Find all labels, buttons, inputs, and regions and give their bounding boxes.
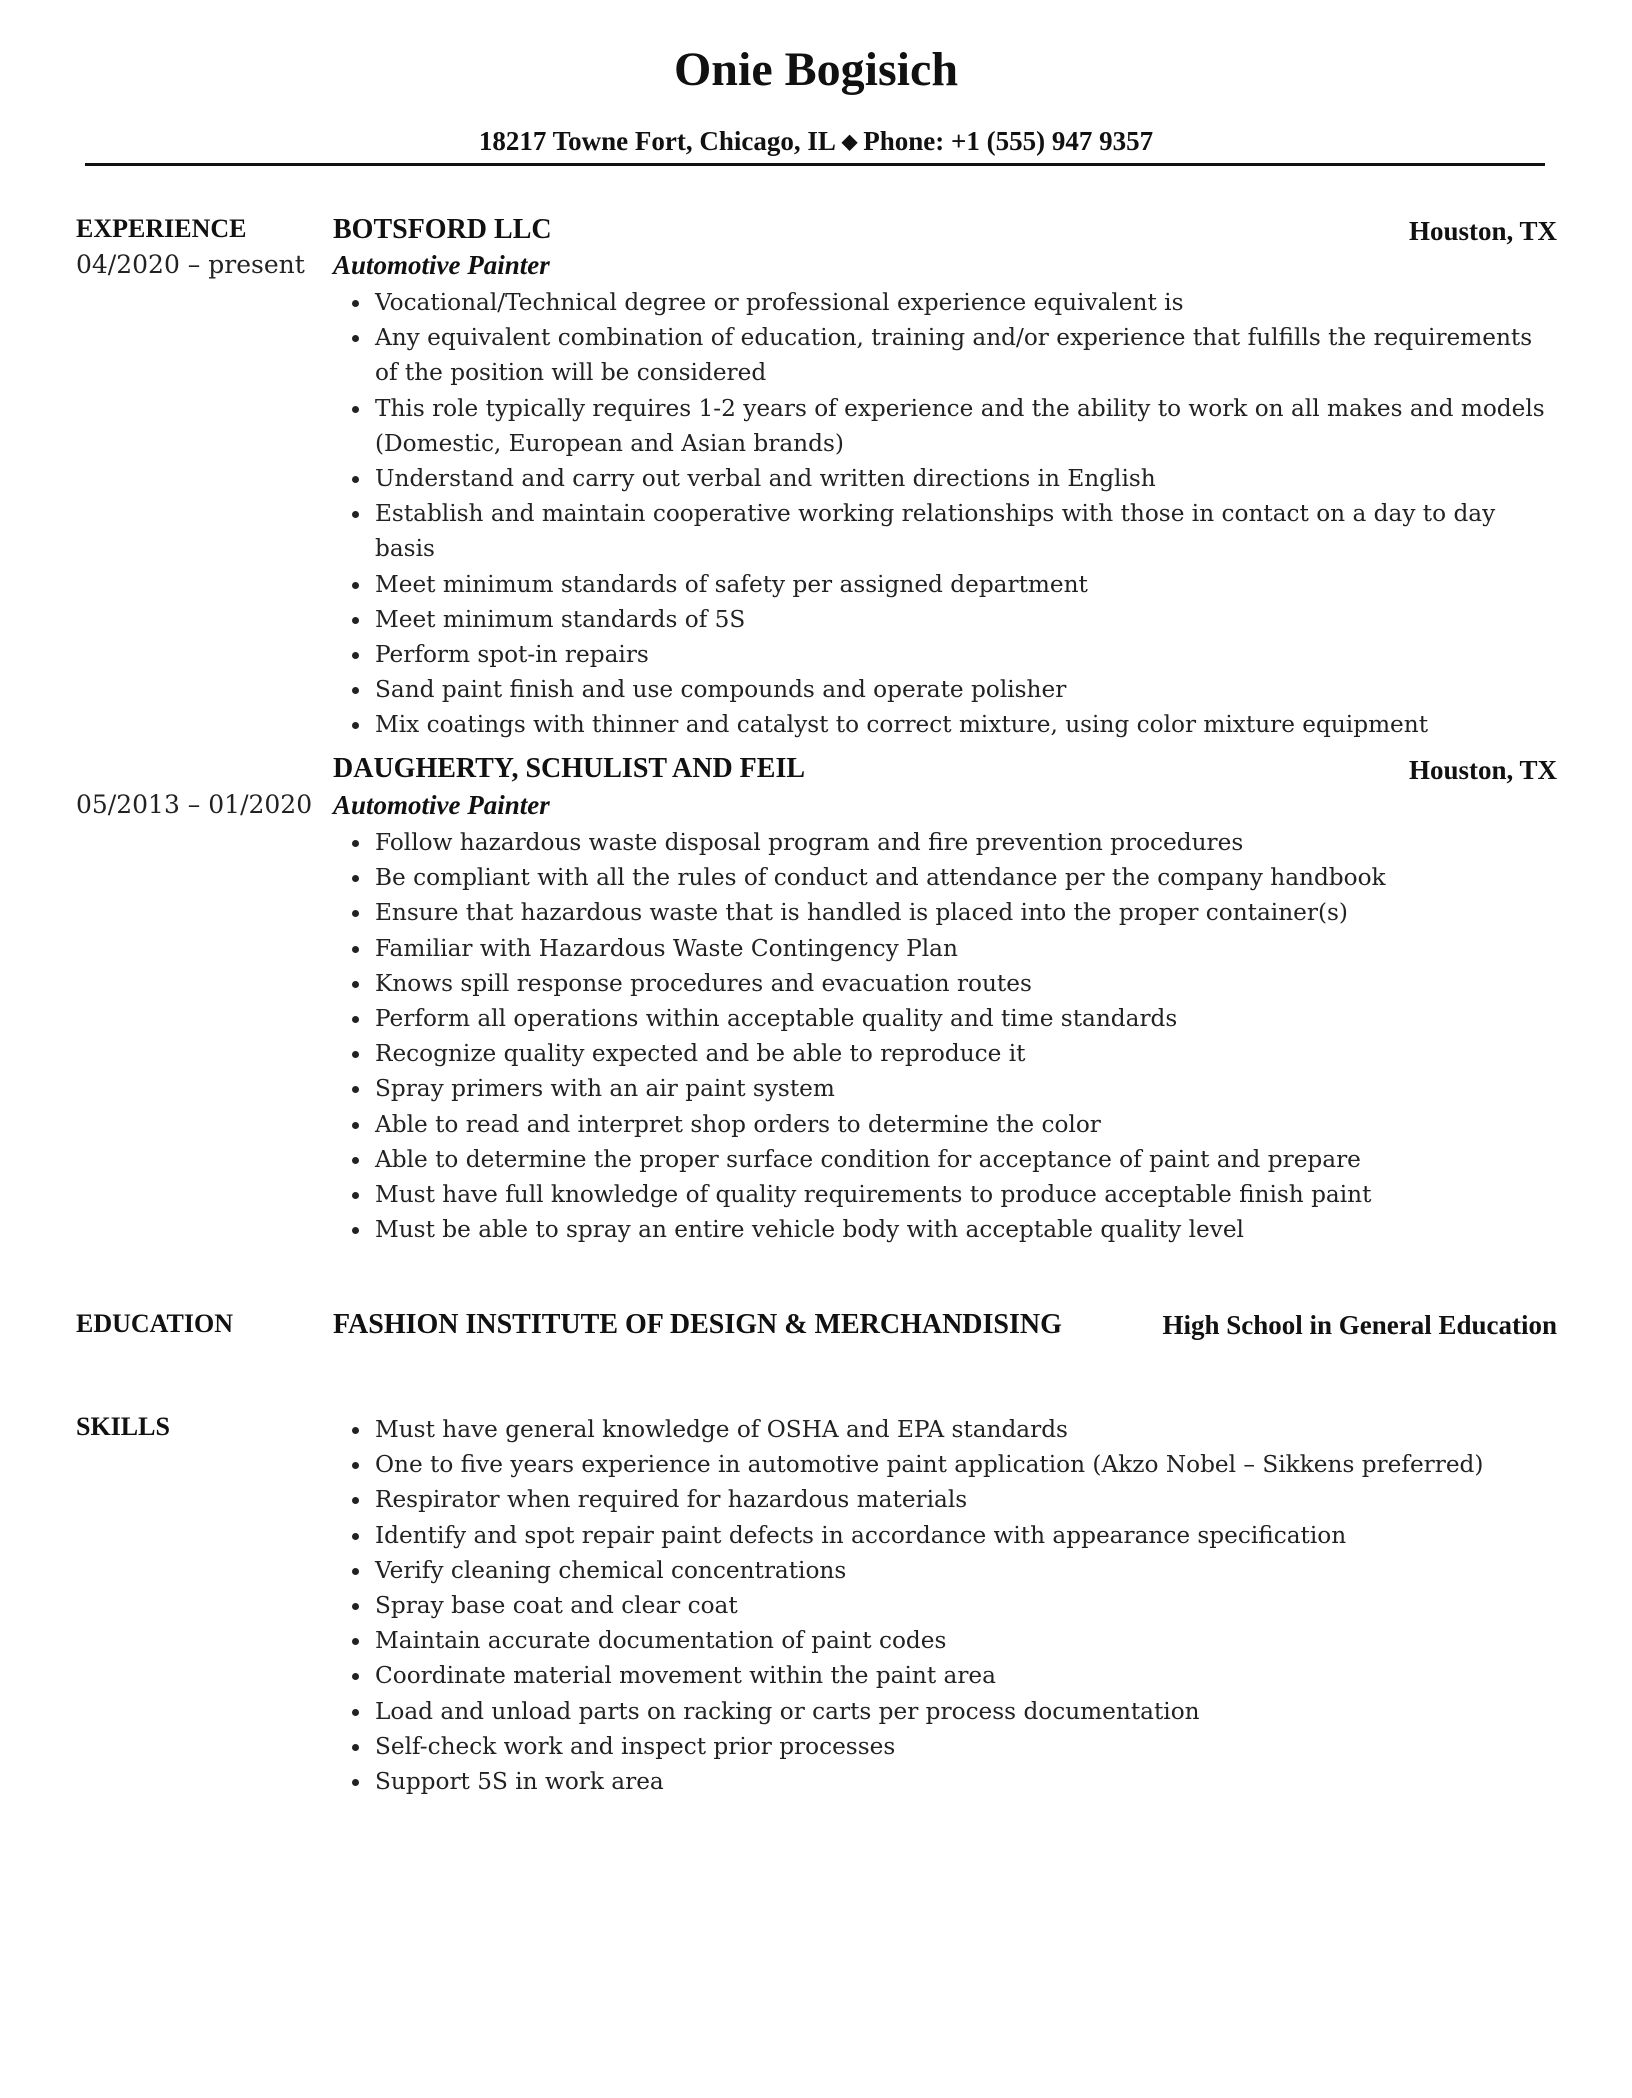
header-divider bbox=[85, 163, 1545, 166]
diamond-separator-icon: ◆ bbox=[841, 131, 858, 153]
list-item: One to five years experience in automotive paint application (Akzo Nobel – Sikkens preferred) bbox=[333, 1447, 1553, 1482]
list-item: Mix coatings with thinner and catalyst to correct mixture, using color mixture equipment bbox=[333, 707, 1553, 742]
section-label-experience: EXPERIENCE bbox=[76, 214, 247, 243]
job-title: Automotive Painter bbox=[333, 250, 550, 280]
candidate-name: Onie Bogisich bbox=[673, 43, 959, 96]
education-degree: High School in General Education bbox=[1162, 1310, 1557, 1340]
list-item: Verify cleaning chemical concentrations bbox=[333, 1553, 1553, 1588]
education-school: FASHION INSTITUTE OF DESIGN & MERCHANDISING bbox=[333, 1309, 1062, 1340]
address: 18217 Towne Fort, Chicago, IL bbox=[478, 126, 836, 156]
list-item: Coordinate material movement within the paint area bbox=[333, 1658, 1553, 1693]
job-location: Houston, TX bbox=[1408, 755, 1557, 785]
list-item: Knows spill response procedures and evacuation routes bbox=[333, 966, 1553, 1001]
list-item: Familiar with Hazardous Waste Contingency Plan bbox=[333, 931, 1553, 966]
list-item: This role typically requires 1-2 years of experience and the ability to work on all makes and models (Domestic, European and Asian brands) bbox=[333, 391, 1553, 461]
list-item: Respirator when required for hazardous materials bbox=[333, 1482, 1553, 1517]
list-item: Meet minimum standards of 5S bbox=[333, 602, 1553, 637]
list-item: Spray base coat and clear coat bbox=[333, 1588, 1553, 1623]
list-item: Ensure that hazardous waste that is handled is placed into the proper container(s) bbox=[333, 895, 1553, 930]
list-item: Self-check work and inspect prior processes bbox=[333, 1729, 1553, 1764]
job-duties-list bbox=[333, 285, 1553, 743]
list-item: Support 5S in work area bbox=[333, 1764, 1553, 1799]
list-item: Meet minimum standards of safety per assigned department bbox=[333, 567, 1553, 602]
list-item: Must have full knowledge of quality requirements to produce acceptable finish paint bbox=[333, 1177, 1553, 1212]
list-item: Be compliant with all the rules of conduct and attendance per the company handbook bbox=[333, 860, 1553, 895]
list-item: Able to determine the proper surface condition for acceptance of paint and prepare bbox=[333, 1142, 1553, 1177]
list-item: Must be able to spray an entire vehicle body with acceptable quality level bbox=[333, 1212, 1553, 1247]
list-item: Vocational/Technical degree or professional experience equivalent is bbox=[333, 285, 1553, 320]
job-title: Automotive Painter bbox=[333, 790, 550, 820]
skills-list bbox=[333, 1412, 1553, 1799]
section-label-skills: SKILLS bbox=[76, 1412, 170, 1441]
list-item: Perform all operations within acceptable quality and time standards bbox=[333, 1001, 1553, 1036]
list-item: Recognize quality expected and be able to reproduce it bbox=[333, 1036, 1553, 1071]
phone: Phone: +1 (555) 947 9357 bbox=[863, 126, 1154, 156]
contact-line bbox=[0, 126, 1632, 157]
job-company: DAUGHERTY, SCHULIST AND FEIL bbox=[333, 753, 806, 784]
list-item: Maintain accurate documentation of paint codes bbox=[333, 1623, 1553, 1658]
job-dates: 05/2013 – 01/2020 bbox=[76, 790, 313, 819]
list-item: Perform spot-in repairs bbox=[333, 637, 1553, 672]
section-label-education: EDUCATION bbox=[76, 1309, 233, 1338]
list-item: Establish and maintain cooperative working relationships with those in contact on a day to day basis bbox=[333, 496, 1553, 566]
job-company: BOTSFORD LLC bbox=[333, 214, 552, 245]
list-item: Sand paint finish and use compounds and operate polisher bbox=[333, 672, 1553, 707]
job-location: Houston, TX bbox=[1408, 216, 1557, 246]
list-item: Any equivalent combination of education, training and/or experience that fulfills the requirements of the position will be considered bbox=[333, 320, 1553, 390]
list-item: Able to read and interpret shop orders to determine the color bbox=[333, 1107, 1553, 1142]
job-duties-list bbox=[333, 825, 1553, 1247]
list-item: Identify and spot repair paint defects in accordance with appearance specification bbox=[333, 1518, 1553, 1553]
list-item: Load and unload parts on racking or carts per process documentation bbox=[333, 1694, 1553, 1729]
list-item: Spray primers with an air paint system bbox=[333, 1071, 1553, 1106]
list-item: Follow hazardous waste disposal program and fire prevention procedures bbox=[333, 825, 1553, 860]
job-dates: 04/2020 – present bbox=[76, 250, 305, 279]
list-item: Must have general knowledge of OSHA and EPA standards bbox=[333, 1412, 1553, 1447]
list-item: Understand and carry out verbal and written directions in English bbox=[333, 461, 1553, 496]
